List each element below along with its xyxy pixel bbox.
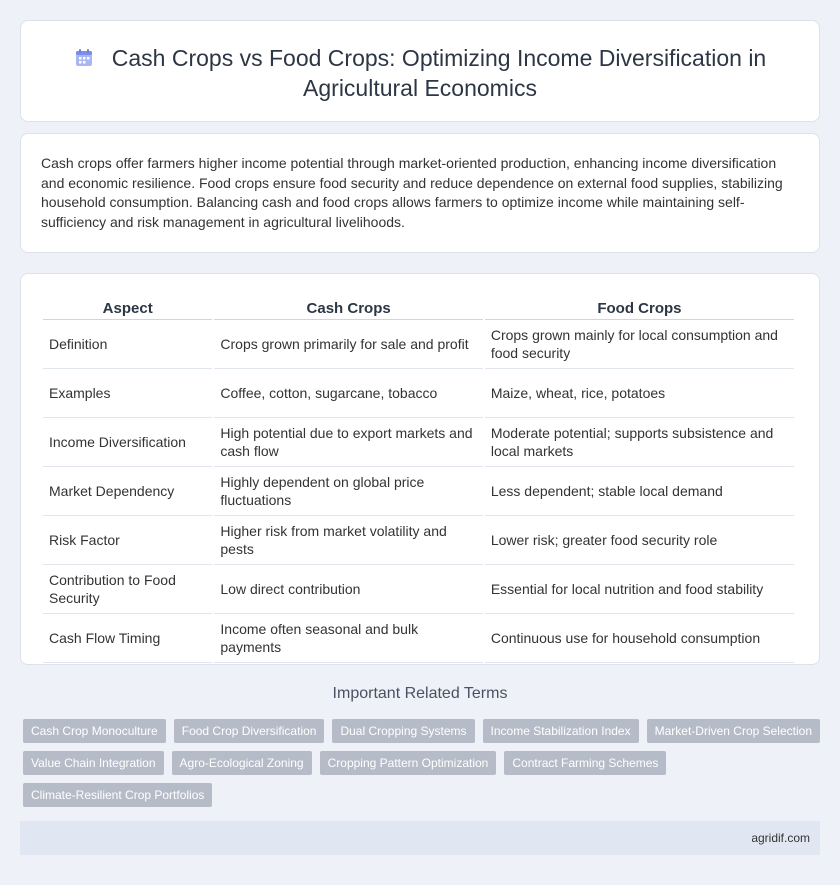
cell-aspect: Definition [43, 320, 212, 369]
cell-aspect: Risk Factor [43, 516, 212, 565]
table-header-row [43, 294, 794, 320]
cell-cash-crops: Low direct contribution [214, 565, 482, 614]
cell-food-crops: Crops grown mainly for local consumption and food security [485, 320, 794, 369]
header-food-crops: Food Crops [485, 294, 794, 320]
comparison-table [41, 294, 796, 663]
cell-cash-crops: Highly dependent on global price fluctuations [214, 467, 482, 516]
cell-aspect: Contribution to Food Security [43, 565, 212, 614]
table-row [43, 418, 794, 467]
table-row [43, 565, 794, 614]
related-term-tag[interactable]: Market-Driven Crop Selection [647, 719, 820, 743]
cell-aspect: Market Dependency [43, 467, 212, 516]
related-term-tag[interactable]: Contract Farming Schemes [504, 751, 666, 775]
cell-food-crops: Essential for local nutrition and food stability [485, 565, 794, 614]
header-card [20, 20, 820, 122]
footer-site-link[interactable]: agridif.com [751, 831, 810, 845]
page-title: Cash Crops vs Food Crops: Optimizing Income Diversification in Agricultural Economics [111, 45, 767, 101]
cell-food-crops: Less dependent; stable local demand [485, 467, 794, 516]
related-term-tag[interactable]: Value Chain Integration [23, 751, 164, 775]
intro-paragraph: Cash crops offer farmers higher income potential through market-oriented production, enhancing income diversification and economic resilience. Food crops ensure food security and reduce dependence on external food supplies, stabilizing household consumption. Balancing cash and food crops allows farmers to optimize income while maintaining self-sufficiency and risk management in agricultural livelihoods. [41, 155, 783, 230]
cell-cash-crops: Crops grown primarily for sale and profit [214, 320, 482, 369]
related-terms-title: Important Related Terms [332, 685, 508, 702]
cell-cash-crops: High potential due to export markets and cash flow [214, 418, 482, 467]
cell-cash-crops: Income often seasonal and bulk payments [214, 614, 482, 663]
table-row [43, 467, 794, 516]
calendar-icon [74, 48, 94, 68]
footer-bar [20, 821, 820, 855]
table-row [43, 614, 794, 663]
cell-aspect: Examples [43, 369, 212, 418]
related-term-tag[interactable]: Agro-Ecological Zoning [172, 751, 312, 775]
cell-cash-crops: Coffee, cotton, sugarcane, tobacco [214, 369, 482, 418]
cell-cash-crops: Higher risk from market volatility and pests [214, 516, 482, 565]
cell-food-crops: Continuous use for household consumption [485, 614, 794, 663]
cell-aspect: Cash Flow Timing [43, 614, 212, 663]
intro-card [20, 133, 820, 253]
related-term-tag[interactable]: Income Stabilization Index [483, 719, 639, 743]
related-term-tag[interactable]: Climate-Resilient Crop Portfolios [23, 783, 212, 807]
comparison-table-card [20, 273, 820, 665]
table-row [43, 369, 794, 418]
related-terms-list [23, 719, 823, 807]
related-term-tag[interactable]: Food Crop Diversification [174, 719, 325, 743]
table-row [43, 320, 794, 369]
related-term-tag[interactable]: Dual Cropping Systems [332, 719, 474, 743]
header-aspect: Aspect [43, 294, 212, 320]
cell-food-crops: Moderate potential; supports subsistence and local markets [485, 418, 794, 467]
cell-aspect: Income Diversification [43, 418, 212, 467]
cell-food-crops: Maize, wheat, rice, potatoes [485, 369, 794, 418]
cell-food-crops: Lower risk; greater food security role [485, 516, 794, 565]
related-term-tag[interactable]: Cropping Pattern Optimization [320, 751, 497, 775]
related-term-tag[interactable]: Cash Crop Monoculture [23, 719, 166, 743]
header-cash-crops: Cash Crops [214, 294, 482, 320]
page-title-wrap [21, 43, 819, 103]
table-row [43, 516, 794, 565]
